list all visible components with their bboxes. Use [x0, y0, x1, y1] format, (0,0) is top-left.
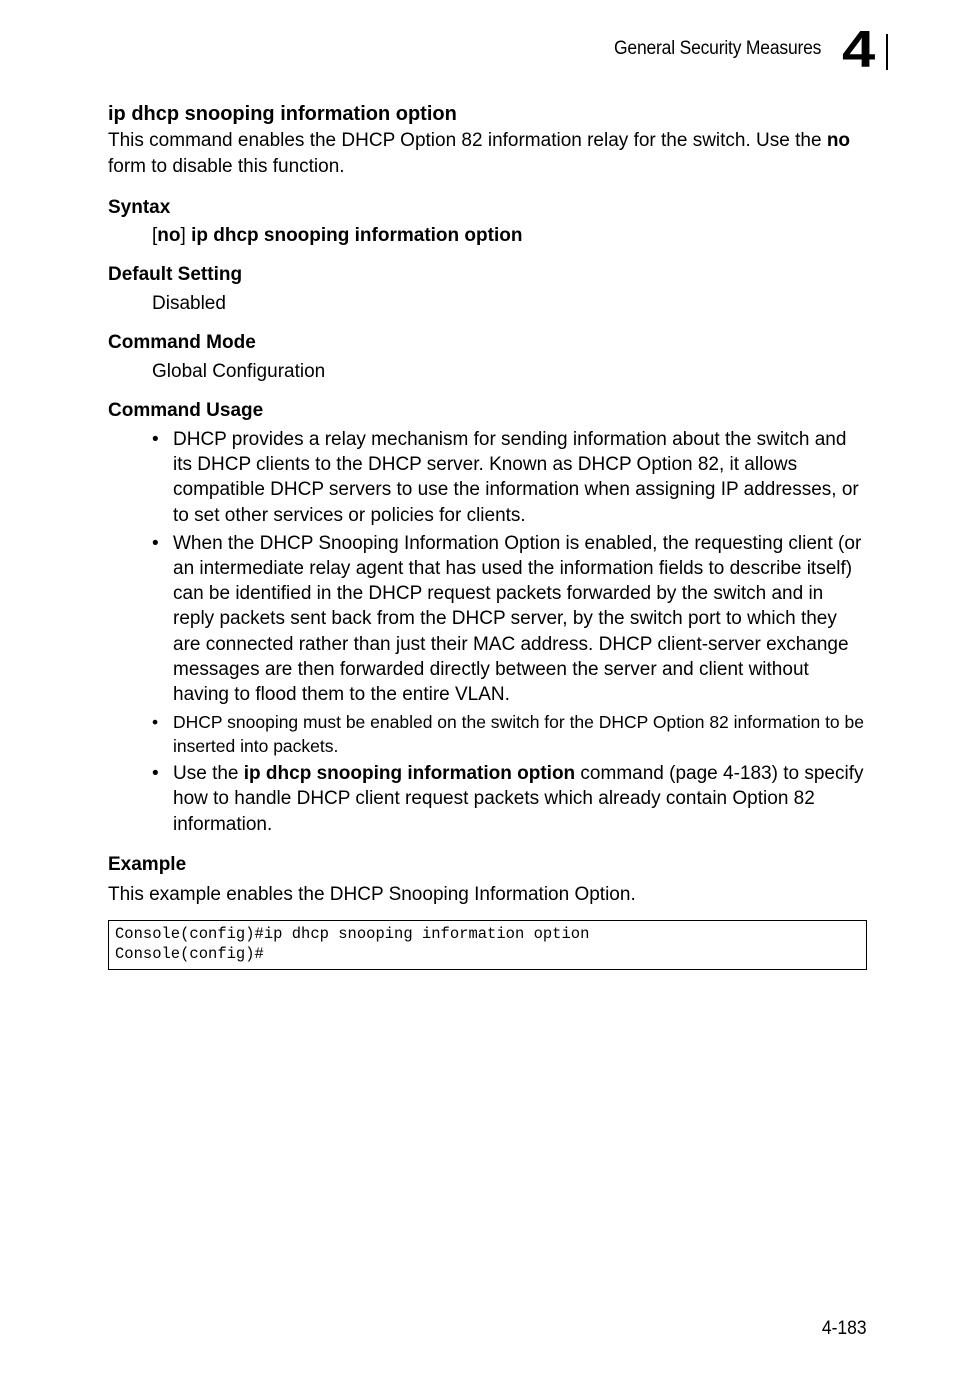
- usage-item-4-text: Use the: [173, 763, 244, 785]
- chapter-divider: [886, 34, 888, 70]
- syntax-bracket-open: [: [152, 225, 158, 246]
- description-no-keyword: no: [826, 130, 851, 151]
- default-setting-heading: Default Setting: [108, 264, 243, 285]
- syntax-line: [108, 223, 868, 248]
- syntax-heading: Syntax: [108, 197, 171, 218]
- command-title: ip dhcp snooping information option: [108, 103, 457, 125]
- code-line: Console(config)#ip dhcp snooping information option: [115, 925, 590, 944]
- page-number: 4-183: [822, 1318, 867, 1339]
- page-content: [108, 101, 868, 970]
- description-text: This command enables the DHCP Option 82 information relay for the switch. Use the: [108, 130, 827, 151]
- default-setting-value: Disabled: [152, 293, 226, 314]
- example-description: This example enables the DHCP Snooping Information Option.: [108, 883, 636, 905]
- command-usage-heading: Command Usage: [108, 400, 264, 421]
- syntax-command: ip dhcp snooping information option: [191, 225, 523, 246]
- command-description: [108, 128, 868, 179]
- chapter-number: 4: [842, 21, 876, 79]
- usage-item-1: • DHCP provides a relay mechanism for sending information about the switch and its DHCP clients to the DHCP server. Known as DHCP Option 82, it allows compatible DHCP servers to use the information when assigning IP addresses, or to set other services or policies for clients.: [152, 427, 868, 528]
- command-mode-heading: Command Mode: [108, 332, 256, 353]
- usage-item-4-command: ip dhcp snooping information option: [243, 763, 576, 785]
- command-mode-value: Global Configuration: [152, 361, 326, 382]
- usage-item-2: • When the DHCP Snooping Information Option is enabled, the requesting client (or an intermediate relay agent that has used the information fields to describe itself) can be identified in the DHCP request packets forwarded by the switch and in reply packets sent back from the DHCP server, by the switch port to which they are connected rather than just their MAC address. DHCP client-server exchange messages are then forwarded directly between the server and client without having to flood them to the entire VLAN.: [152, 531, 868, 707]
- example-heading: Example: [108, 853, 187, 875]
- syntax-no: no: [157, 225, 181, 246]
- syntax-bracket-close: ]: [180, 225, 192, 246]
- code-line: Console(config)#: [115, 945, 264, 964]
- description-text-end: form to disable this function.: [108, 155, 345, 177]
- usage-item-4: [152, 761, 868, 837]
- usage-item-3: • DHCP snooping must be enabled on the switch for the DHCP Option 82 information to be inserted into packets.: [152, 710, 868, 758]
- example-code-block: [108, 920, 867, 970]
- usage-item-4-text-end: command (page 4-183) to specify how to handle DHCP client request packets which already contain Option 82 information.: [173, 763, 864, 835]
- running-header-title: General Security Measures: [613, 38, 821, 59]
- command-usage-list: [108, 427, 868, 837]
